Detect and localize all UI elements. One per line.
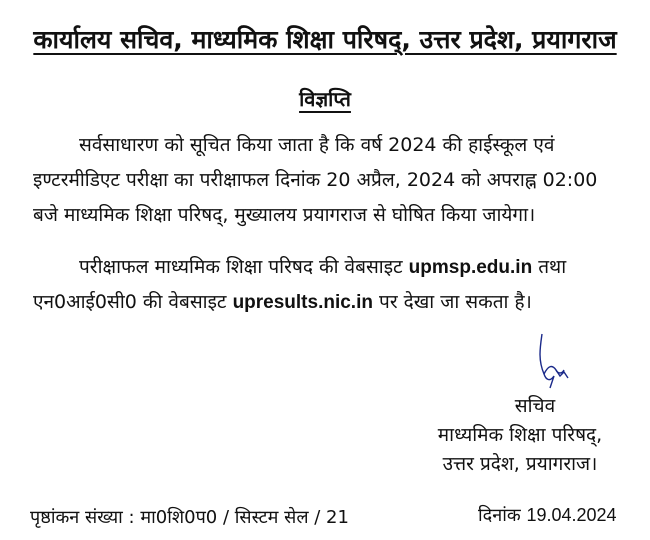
signatory-block — [420, 392, 620, 479]
paragraph-line — [33, 285, 620, 320]
handwritten-signature — [520, 330, 580, 390]
notice-subject: विज्ञप्ति — [299, 87, 351, 111]
paragraph-text: परीक्षाफल माध्यमिक शिक्षा परिषद की वेबसाइट — [79, 256, 403, 278]
paragraph-line: सर्वसाधारण को सूचित किया जाता है कि वर्ष 2024 की हाईस्कूल एवं — [79, 134, 555, 156]
paragraph-line: बजे माध्यमिक शिक्षा परिषद्, मुख्यालय प्रयागराज से घोषित किया जायेगा। — [33, 204, 536, 226]
issue-date — [478, 503, 617, 527]
website-link-upresults[interactable]: upresults.nic.in — [232, 292, 373, 313]
paragraph-text: पर देखा जा सकता है। — [379, 291, 532, 313]
signatory-title: सचिव — [514, 395, 556, 417]
date-label: दिनांक — [478, 505, 521, 526]
signatory-organization: माध्यमिक शिक्षा परिषद्, — [437, 424, 603, 446]
date-value: 19.04.2024 — [526, 505, 617, 525]
website-link-upmsp[interactable]: upmsp.edu.in — [408, 257, 533, 278]
paragraph-text: एन0आई0सी0 की वेबसाइट — [33, 291, 227, 313]
paragraph-line: इण्टरमीडिएट परीक्षा का परीक्षाफल दिनांक 20 अप्रैल, 2024 को अपराह्न 02:00 — [33, 169, 598, 191]
signatory-place: उत्तर प्रदेश, प्रयागराज। — [442, 453, 598, 475]
reference-value: मा0शि0प0 / सिस्टम सेल / 21 — [140, 507, 349, 528]
reference-number — [30, 505, 349, 529]
paragraph-text: तथा — [538, 256, 567, 278]
paragraph-line — [33, 250, 620, 285]
website-paragraph — [33, 250, 620, 320]
office-heading: कार्यालय सचिव, माध्यमिक शिक्षा परिषद्, उत्तर प्रदेश, प्रयागराज — [33, 25, 617, 54]
reference-label: पृष्ठांकन संख्या : — [30, 507, 135, 528]
announcement-paragraph — [33, 128, 620, 233]
